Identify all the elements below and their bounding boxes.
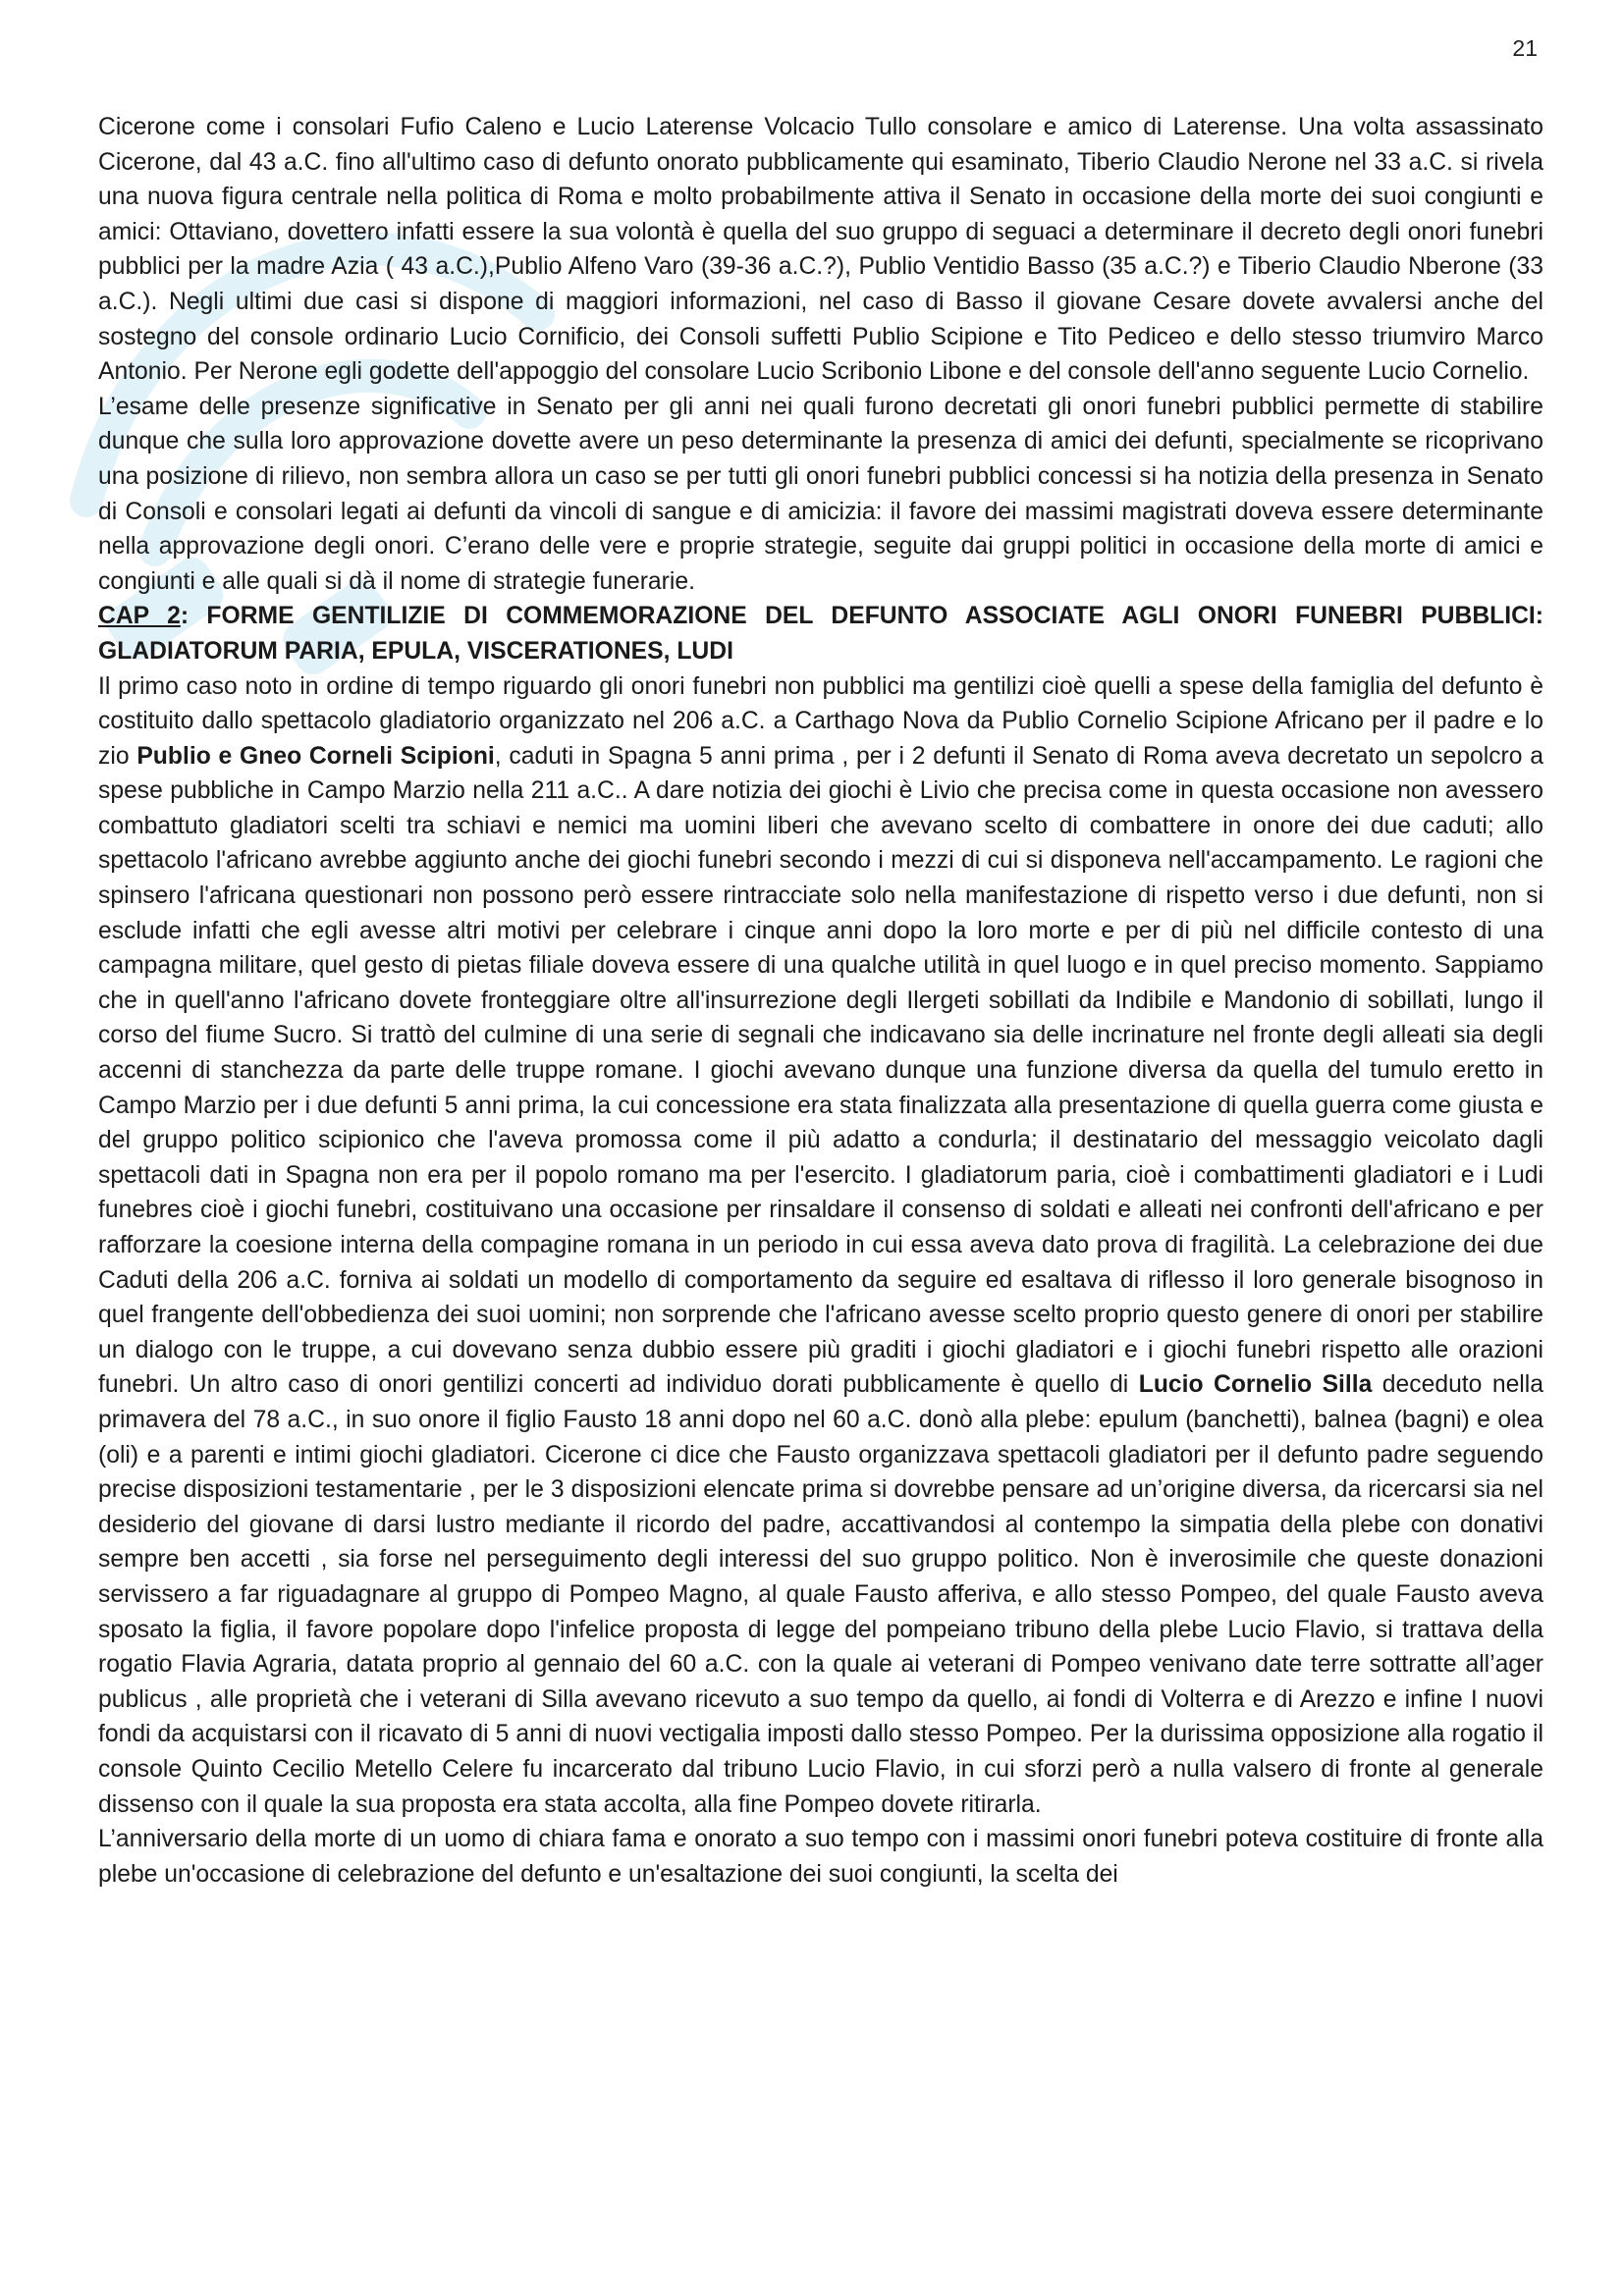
- chapter-title: : FORME GENTILIZIE DI COMMEMORAZIONE DEL DEFUNTO ASSOCIATE AGLI ONORI FUNEBRI PUBBLICI: GLADIATORUM PARIA, EPULA, VISCERATIONES, LUDI: [98, 603, 1543, 665]
- paragraph-1: Cicerone come i consolari Fufio Caleno e Lucio Laterense Volcacio Tullo consolare e amico di Laterense. Una volta assassinato Cicerone, dal 43 a.C. fino all'ultimo caso di defunto onorato pubblicamente qui esaminato, Tiberio Claudio Nerone nel 33 a.C. si rivela una nuova figura centrale nella politica di Roma e molto probabilmente attiva il Senato in occasione della morte dei suoi congiunti e amici: Ottaviano, dovettero infatti essere la sua volontà è quella del suo gruppo di seguaci a determinare il decreto degli onori funebri pubblici per la madre Azia ( 43 a.C.),Publio Alfeno Varo (39-36 a.C.?), Publio Ventidio Basso (35 a.C.?) e Tiberio Claudio Nberone (33 a.C.). Negli ultimi due casi si dispone di maggiori informazioni, nel caso di Basso il giovane Cesare dovete avvalersi anche del sostegno del console ordinario Lucio Cornificio, dei Consoli suffetti Publio Scipione e Tito Pediceo e dello stesso triumviro Marco Antonio. Per Nerone egli godette dell'appoggio del consolare Lucio Scribonio Libone e del console dell'anno seguente Lucio Cornelio.: [98, 114, 1543, 386]
- document-body: [98, 110, 1543, 1892]
- paragraph-2: L’esame delle presenze significative in Senato per gli anni nei quali furono decretati gli onori funebri pubblici permette di stabilire dunque che sulla loro approvazione dovette avere un peso determinante la presenza di amici dei defunti, specialmente se ricoprivano una posizione di rilievo, non sembra allora un caso se per tutti gli onori funebri pubblici concessi si ha notizia della presenza in Senato di Consoli e consolari legati ai defunti da vincoli di sangue e di amicizia: il favore dei massimi magistrati doveva essere determinante nella approvazione degli onori. C’erano delle vere e proprie strategie, seguite dai gruppi politici in occasione della morte di amici e congiunti e alle quali si dà il nome di strategie funerarie.: [98, 393, 1543, 595]
- chapter-label: CAP 2: [98, 603, 181, 630]
- bold-name-silla: Lucio Cornelio Silla: [1138, 1371, 1373, 1399]
- bold-name-scipioni: Publio e Gneo Corneli Scipioni: [136, 742, 495, 770]
- paragraph-3-text-a: Il primo caso noto in ordine di tempo riguardo gli onori funebri non pubblici ma gentilizi cioè quelli a spese della famiglia del defunto è costituito dallo spettacolo gladiatorio organizzato nel 206 a.C. a Carthago Nova da Publio Cornelio Scipione Africano per il padre e lo zio: [98, 672, 1543, 770]
- paragraph-3: [98, 669, 1543, 1823]
- chapter-heading: [98, 599, 1543, 668]
- paragraph-4: L’anniversario della morte di un uomo di chiara fama e onorato a suo tempo con i massimi onori funebri poteva costituire di fronte alla plebe un'occasione di celebrazione del defunto e un'esaltazione dei suoi congiunti, la scelta dei: [98, 1826, 1543, 1888]
- paragraph-3-text-c: , caduti in Spagna 5 anni prima , per i 2 defunti il Senato di Roma aveva decretato un sepolcro a spese pubbliche in Campo Marzio nella 211 a.C.. A dare notizia dei giochi è Livio che precisa come in questa occasione non avessero combattuto gladiatori scelti tra schiavi e nemici ma uomini liberi che avevano scelto di combattere in onore dei due caduti; allo spettacolo l'africano avrebbe aggiunto anche dei giochi funebri secondo i mezzi di cui si disponeva nell'accampamento. Le ragioni che spinsero l'africana questionari non possono però essere rintracciate solo nella manifestazione di rispetto verso i due defunti, non si esclude infatti che egli avesse altri motivi per celebrare i cinque anni dopo la loro morte e per di più nel difficile contesto di una campagna militare, quel gesto di pietas filiale doveva essere di una qualche utilità in quel luogo e in quel preciso momento. Sappiamo che in quell'anno l'africano dovete fronteggiare oltre all'insurrezione degli Ilergeti sobillati da Indibile e Mandonio di sobillati, lungo il corso del fiume Sucro. Si trattò del culmine di una serie di segnali che indicavano sia delle incrinature nel fronte degli alleati sia degli accenni di stanchezza da parte delle truppe romane. I giochi avevano dunque una funzione diversa da quella del tumulo eretto in Campo Marzio per i due defunti 5 anni prima, la cui concessione era stata finalizzata alla presentazione di quella guerra come giusta e del gruppo politico scipionico che l'aveva promossa come il più adatto a condurla; il destinatario del messaggio veicolato dagli spettacoli dati in Spagna non era per il popolo romano ma per l'esercito. I gladiatorum paria, cioè i combattimenti gladiatori e i Ludi funebres cioè i giochi funebri, costituivano una occasione per rinsaldare il consenso di soldati e alleati nei confronti dell'africano e per rafforzare la coesione interna della compagine romana in un periodo in cui essa aveva dato prova di fragilità. La celebrazione dei due Caduti della 206 a.C. forniva ai soldati un modello di comportamento da seguire ed esaltava di riflesso il loro generale bisognoso in quel frangente dell'obbedienza dei suoi uomini; non sorprende che l'africano avesse scelto proprio questo genere di onori per stabilire un dialogo con le truppe, a cui dovevano senza dubbio essere più graditi i giochi gladiatori e i giochi funebri rispetto alle orazioni funebri. Un altro caso di onori gentilizi concerti ad individuo dorati pubblicamente è quello di: [98, 742, 1543, 1399]
- page-number: 21: [1512, 35, 1538, 61]
- paragraph-3-text-d: deceduto nella primavera del 78 a.C., in suo onore il figlio Fausto 18 anni dopo nel 60 a.C. donò alla plebe: epulum (banchetti), balnea (bagni) e olea (oli) e a parenti e intimi giochi gladiatori. Cicerone ci dice che Fausto organizzava spettacoli gladiatori per il defunto padre seguendo precise disposizioni testamentarie , per le 3 disposizioni elencate prima si dovrebbe pensare ad un’origine diversa, da ricercarsi sia nel desiderio del giovane di darsi lustro mediante il ricordo del padre, accattivandosi al contempo la simpatia della plebe con donativi sempre ben accetti , sia forse nel perseguimento degli interessi del suo gruppo politico. Non è inverosimile che queste donazioni servissero a far riguadagnare al gruppo di Pompeo Magno, al quale Fausto afferiva, e allo stesso Pompeo, del quale Fausto aveva sposato la figlia, il favore popolare dopo l'infelice proposta di legge del pompeiano tribuno della plebe Lucio Flavio, si trattava della rogatio Flavia Agraria, datata proprio al gennaio del 60 a.C. con la quale ai veterani di Pompeo venivano date terre sottratte all’ager publicus , alle proprietà che i veterani di Silla avevano ricevuto a suo tempo da quello, ai fondi di Volterra e di Arezzo e infine I nuovi fondi da acquistarsi con il ricavato di 5 anni di nuovi vectigalia imposti dallo stesso Pompeo. Per la durissima opposizione alla rogatio il console Quinto Cecilio Metello Celere fu incarcerato dal tribuno Lucio Flavio, in cui sforzi però a nulla valsero di fronte al generale dissenso con il quale la sua proposta era stata accolta, alla fine Pompeo dovete ritirarla.: [98, 1371, 1543, 1818]
